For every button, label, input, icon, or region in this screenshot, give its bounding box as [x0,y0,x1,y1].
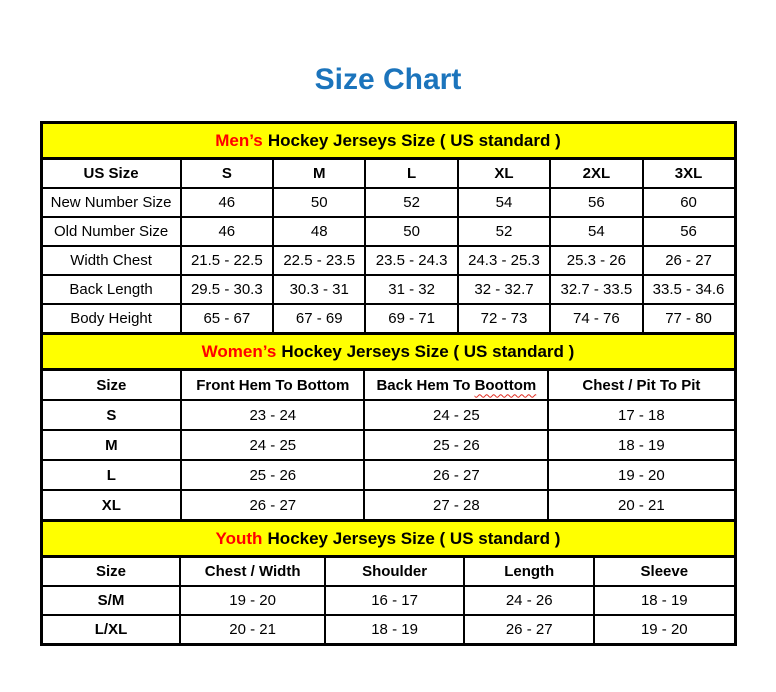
cell-value: 21.5 - 22.5 [181,246,273,275]
cell-value: 25.3 - 26 [550,246,642,275]
cell-value: 16 - 17 [325,586,464,615]
womens-size-table [40,332,737,522]
cell-value: 50 [365,217,457,246]
mens-section-title: Hockey Jerseys Size ( US standard ) [267,130,561,150]
cell-value: 26 - 27 [464,615,594,645]
cell-value: 27 - 28 [364,490,548,521]
column-header: 2XL [550,159,642,189]
column-header: US Size [41,159,181,189]
mens-section-highlight: Men’s [215,130,263,150]
mens-section-header-row [41,123,735,159]
row-label: XL [41,490,181,521]
row-label: Width Chest [41,246,181,275]
cell-value: 26 - 27 [364,460,548,490]
row-label: Body Height [41,304,181,334]
cell-value: 19 - 20 [594,615,735,645]
youth-section-header [41,521,735,557]
table-row [41,304,735,334]
mens-size-table [40,121,737,335]
table-row [41,188,735,217]
cell-value: 72 - 73 [458,304,550,334]
cell-value: 30.3 - 31 [273,275,365,304]
table-row [41,400,735,430]
cell-value: 74 - 76 [550,304,642,334]
cell-value: 23 - 24 [181,400,364,430]
row-label: Back Length [41,275,181,304]
misspelled-word-spellcheck: Boottom [474,376,537,394]
cell-value: 25 - 26 [364,430,548,460]
row-label: Old Number Size [41,217,181,246]
cell-value: 60 [643,188,735,217]
column-header: Size [41,370,181,401]
column-header: Front Hem To Bottom [181,370,364,401]
cell-value: 20 - 21 [548,490,735,521]
cell-value: 32.7 - 33.5 [550,275,642,304]
table-row [41,615,735,645]
table-row [41,490,735,521]
cell-value: 31 - 32 [365,275,457,304]
cell-value: 23.5 - 24.3 [365,246,457,275]
cell-value: 19 - 20 [548,460,735,490]
cell-value: 48 [273,217,365,246]
youth-column-header-row [41,557,735,587]
table-row [41,460,735,490]
table-row [41,586,735,615]
cell-value: 54 [550,217,642,246]
row-label: L/XL [41,615,180,645]
row-label: New Number Size [41,188,181,217]
cell-value: 17 - 18 [548,400,735,430]
womens-section-highlight: Women’s [201,341,277,361]
cell-value: 52 [365,188,457,217]
cell-value: 32 - 32.7 [458,275,550,304]
cell-value: 24.3 - 25.3 [458,246,550,275]
cell-value: 29.5 - 30.3 [181,275,273,304]
cell-value: 46 [181,217,273,246]
column-header: 3XL [643,159,735,189]
cell-value: 67 - 69 [273,304,365,334]
cell-value: 26 - 27 [643,246,735,275]
cell-value: 33.5 - 34.6 [643,275,735,304]
cell-value: 56 [550,188,642,217]
mens-column-header-row [41,159,735,189]
youth-section-title: Hockey Jerseys Size ( US standard ) [267,528,561,548]
cell-value: 22.5 - 23.5 [273,246,365,275]
row-label: S [41,400,181,430]
column-header: Length [464,557,594,587]
column-header [364,370,548,401]
cell-value: 54 [458,188,550,217]
column-header: Chest / Width [180,557,324,587]
column-header-text: Back Hem To [376,376,471,394]
cell-value: 52 [458,217,550,246]
womens-section-header [41,334,735,370]
cell-value: 69 - 71 [365,304,457,334]
table-row [41,430,735,460]
womens-column-header-row [41,370,735,401]
cell-value: 65 - 67 [181,304,273,334]
table-row [41,246,735,275]
cell-value: 18 - 19 [325,615,464,645]
cell-value: 18 - 19 [594,586,735,615]
cell-value: 24 - 26 [464,586,594,615]
column-header: L [365,159,457,189]
row-label: S/M [41,586,180,615]
column-header: S [181,159,273,189]
womens-section-header-row [41,334,735,370]
column-header: Shoulder [325,557,464,587]
cell-value: 24 - 25 [364,400,548,430]
table-row [41,217,735,246]
column-header: M [273,159,365,189]
mens-section-header [41,123,735,159]
cell-value: 25 - 26 [181,460,364,490]
cell-value: 19 - 20 [180,586,324,615]
cell-value: 77 - 80 [643,304,735,334]
cell-value: 24 - 25 [181,430,364,460]
column-header: Chest / Pit To Pit [548,370,735,401]
cell-value: 46 [181,188,273,217]
womens-section-title: Hockey Jerseys Size ( US standard ) [281,341,575,361]
cell-value: 26 - 27 [181,490,364,521]
cell-value: 20 - 21 [180,615,324,645]
column-header: Size [41,557,180,587]
youth-section-header-row [41,521,735,557]
row-label: L [41,460,181,490]
cell-value: 50 [273,188,365,217]
cell-value: 18 - 19 [548,430,735,460]
column-header: XL [458,159,550,189]
row-label: M [41,430,181,460]
page-title: Size Chart [314,63,462,96]
column-header: Sleeve [594,557,735,587]
table-row [41,275,735,304]
size-tables-container [40,121,737,646]
youth-section-highlight: Youth [215,528,263,548]
cell-value: 56 [643,217,735,246]
youth-size-table [40,519,737,646]
